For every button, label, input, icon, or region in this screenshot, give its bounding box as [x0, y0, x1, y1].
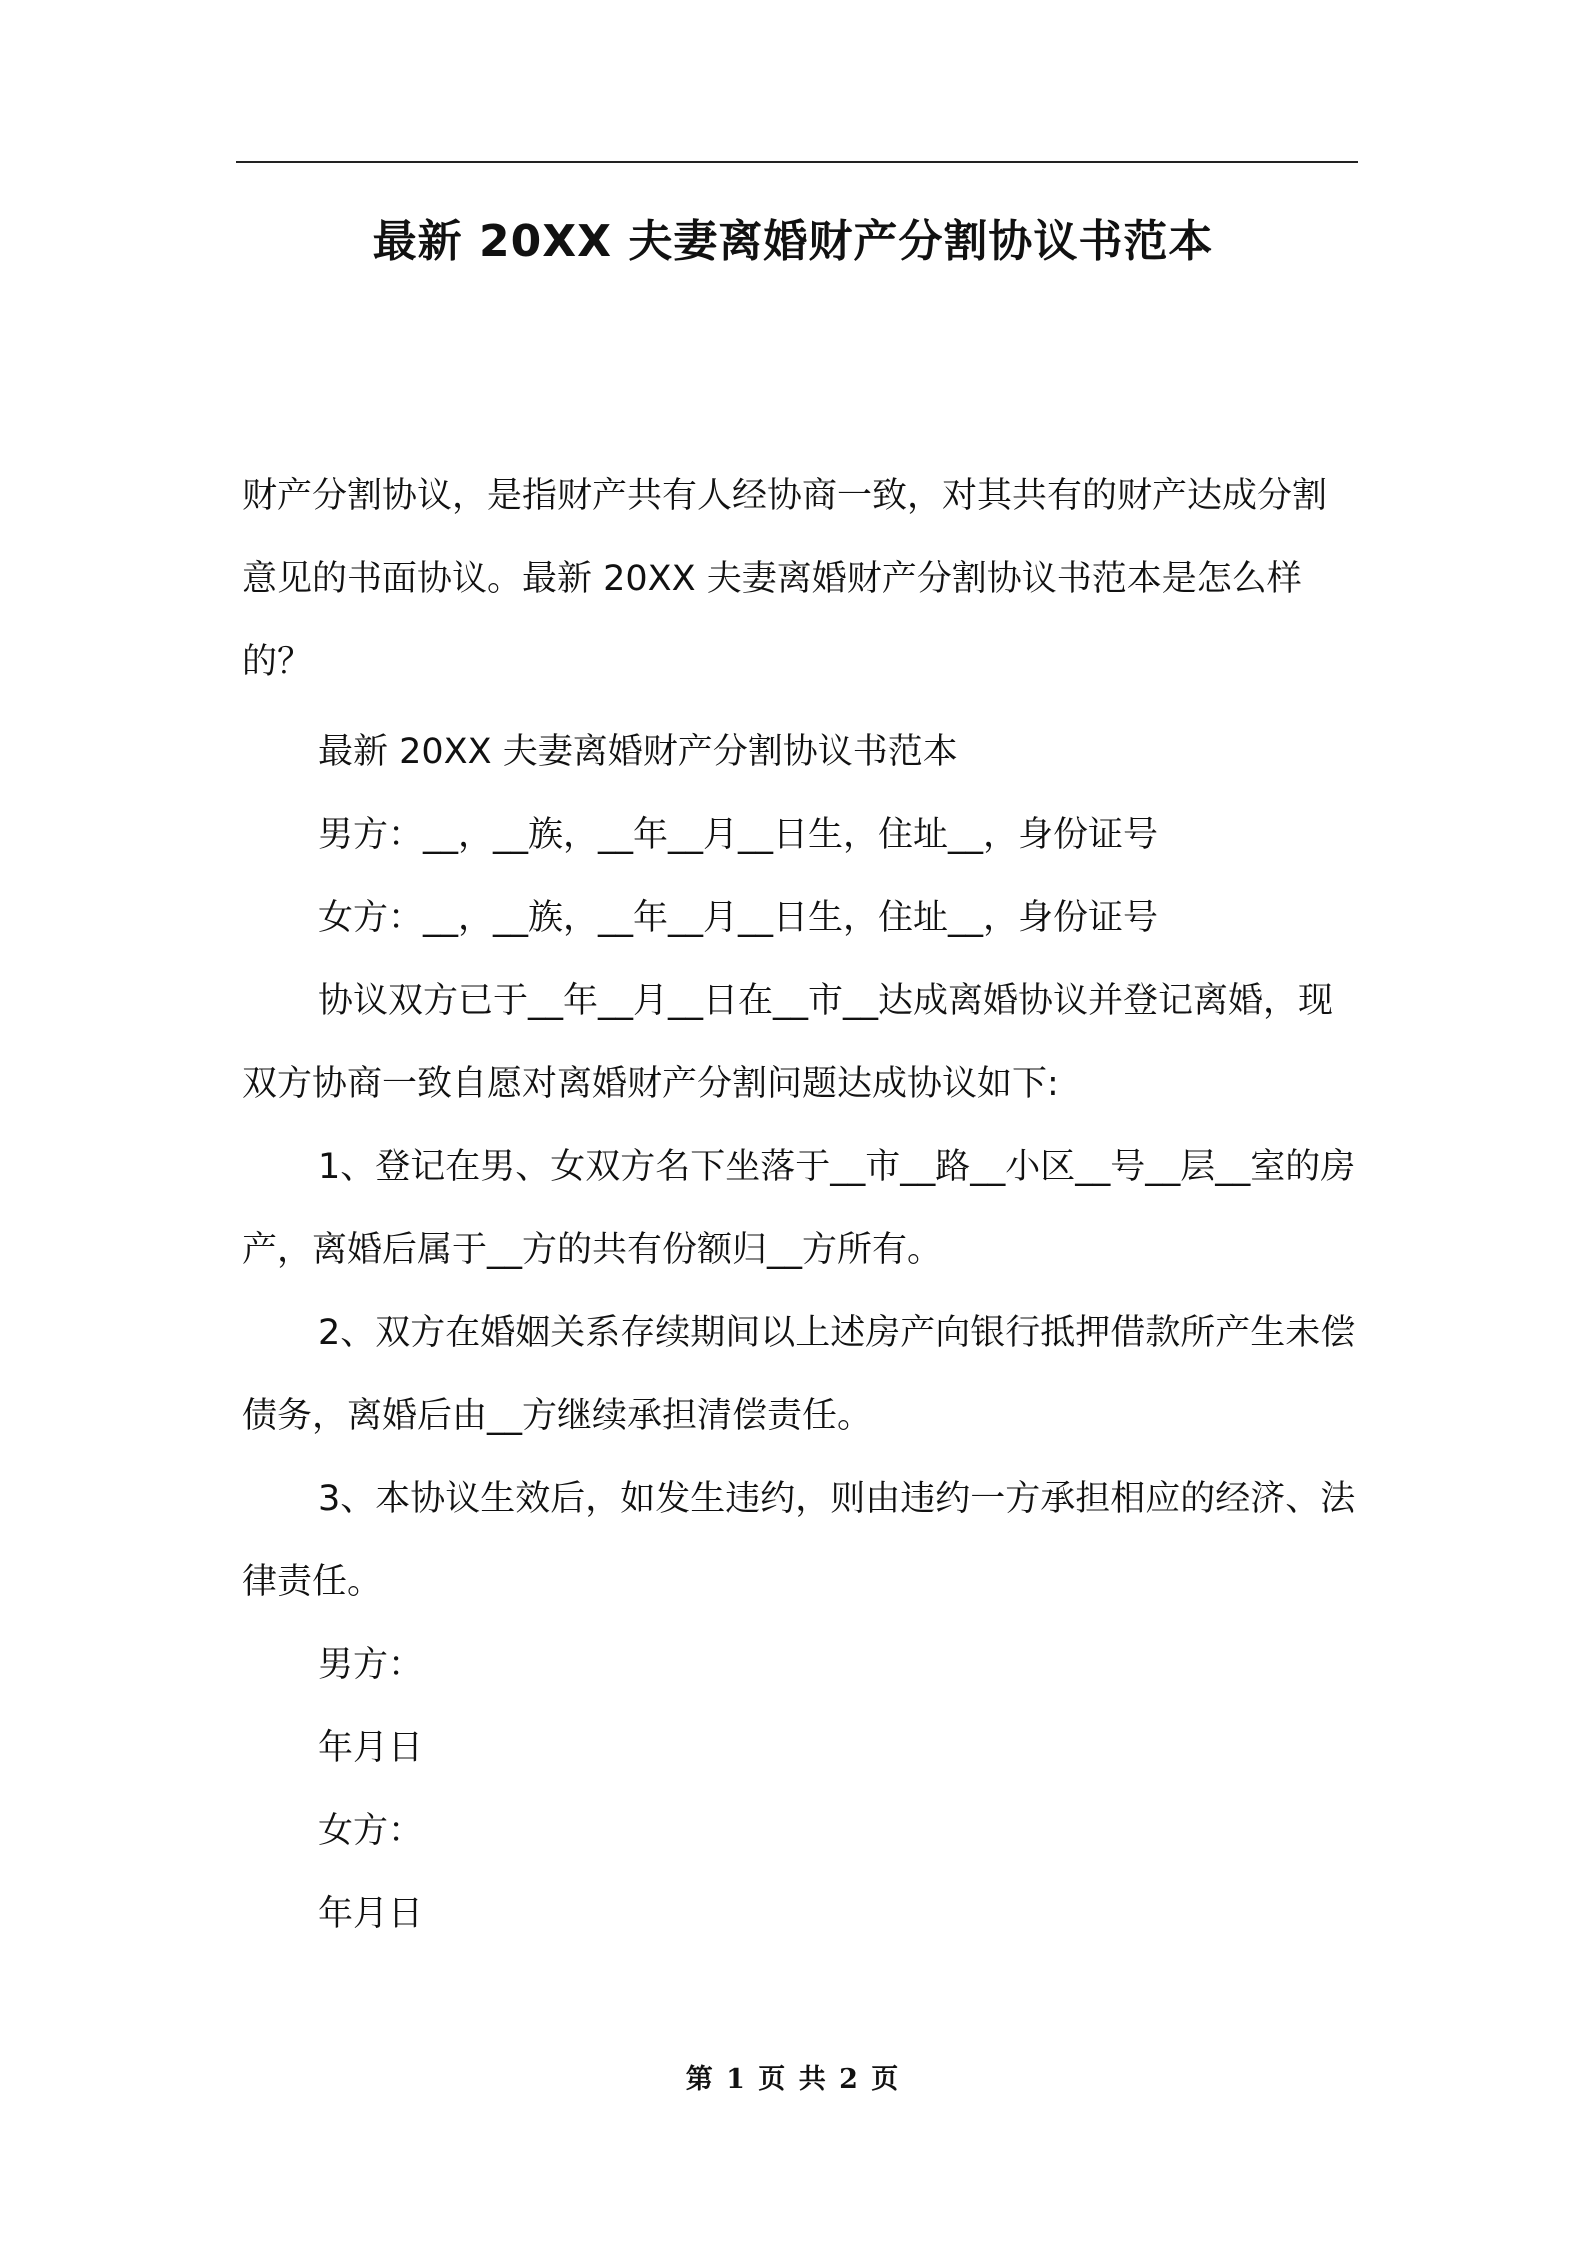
document-body: [242, 455, 1358, 1956]
female-signature-date: 年月日: [318, 1894, 424, 1934]
male-party-line: 男方：__，__族，__年__月__日生，住址__，身份证号: [318, 815, 1159, 855]
female-party-line: 女方：__，__族，__年__月__日生，住址__，身份证号: [318, 898, 1159, 938]
clause-2: 2、双方在婚姻关系存续期间以上述房产向银行抵押借款所产生未偿债务，离婚后由__方继续承担清偿责任。: [242, 1313, 1356, 1436]
clause-3: 3、本协议生效后，如发生违约，则由违约一方承担相应的经济、法律责任。: [242, 1479, 1356, 1602]
intro-paragraph: 财产分割协议，是指财产共有人经协商一致，对其共有的财产达成分割意见的书面协议。最新 20XX 夫妻离婚财产分割协议书范本是怎么样的？: [242, 476, 1328, 682]
preamble-paragraph: 协议双方已于__年__月__日在__市__达成离婚协议并登记离婚，现双方协商一致自愿对离婚财产分割问题达成协议如下:: [242, 981, 1334, 1104]
male-signature-label: 男方：: [318, 1645, 424, 1685]
male-signature-date: 年月日: [318, 1728, 424, 1768]
clause-1: 1、登记在男、女双方名下坐落于__市__路__小区__号__层__室的房产，离婚后属于__方的共有份额归__方所有。: [242, 1147, 1356, 1270]
section-title: 最新 20XX 夫妻离婚财产分割协议书范本: [318, 732, 958, 772]
document-title: 最新 20XX 夫妻离婚财产分割协议书范本: [372, 216, 1214, 267]
header-divider: [236, 161, 1358, 163]
page-number: 第 1 页 共 2 页: [685, 2064, 901, 2095]
female-signature-label: 女方：: [318, 1811, 424, 1851]
